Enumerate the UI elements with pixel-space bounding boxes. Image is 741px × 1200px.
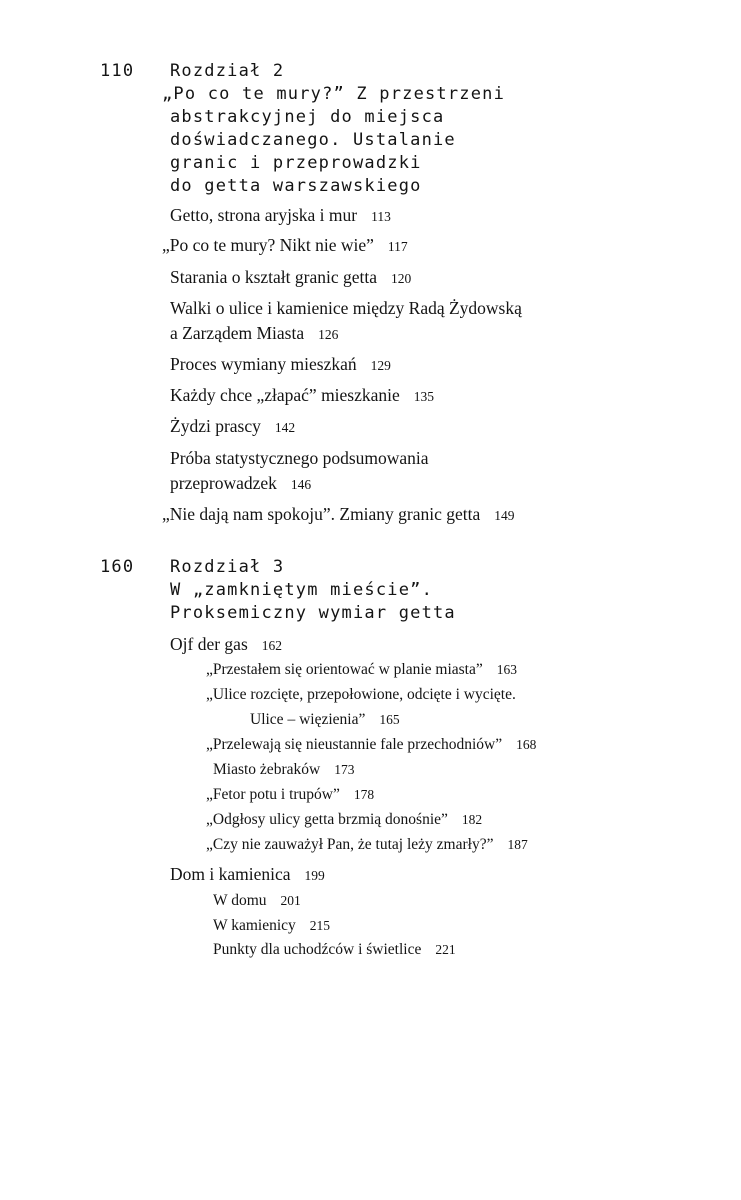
toc-entry-title: przeprowadzek <box>170 473 277 493</box>
toc-entry-page: 201 <box>280 893 301 908</box>
toc-entry-page: 117 <box>387 239 408 254</box>
chapter-page-number: 160 <box>100 557 135 577</box>
toc-entry[interactable] <box>170 265 411 291</box>
toc-entry[interactable] <box>170 383 434 409</box>
toc-entry-page: 178 <box>353 787 375 802</box>
chapter-title-line: doświadczanego. Ustalanie <box>170 130 456 150</box>
toc-entry-page: 199 <box>304 868 325 883</box>
toc-entry-continuation[interactable] <box>170 471 311 497</box>
toc-entry-title: Miasto żebraków <box>213 761 321 778</box>
chapter-label: Rozdział 2 <box>170 61 285 81</box>
toc-subentry[interactable] <box>213 888 301 913</box>
toc-entry[interactable] <box>170 352 391 378</box>
toc-entry-title: „Odgłosy ulicy getta brzmią donośnie” <box>206 811 448 828</box>
toc-entry-page: 173 <box>334 762 355 777</box>
toc-entry-page: 182 <box>461 812 483 827</box>
toc-entry-page: 113 <box>371 209 391 224</box>
chapter-title-line: granic i przeprowadzki <box>170 153 422 173</box>
toc-entry-title: „Fetor potu i trupów” <box>206 786 340 803</box>
chapter-label: Rozdział 3 <box>170 557 285 577</box>
chapter-title-line: W „zamkniętym mieście”. <box>170 580 434 600</box>
toc-entry-page: 146 <box>290 477 312 492</box>
toc-entry-title: a Zarządem Miasta <box>170 323 305 343</box>
toc-entry-page: 215 <box>309 918 331 933</box>
toc-entry[interactable] <box>162 502 515 528</box>
toc-subentry[interactable] <box>206 782 374 807</box>
toc-entry-page: 142 <box>274 420 296 435</box>
toc-entry-title: Próba statystycznego podsumowania <box>170 448 429 468</box>
toc-entry-page: 163 <box>496 662 517 677</box>
toc-subentry[interactable] <box>206 657 517 682</box>
toc-entry[interactable] <box>170 862 325 888</box>
toc-entry[interactable] <box>162 233 408 259</box>
toc-entry-page: 162 <box>261 638 283 653</box>
toc-subentry[interactable] <box>213 913 330 938</box>
chapter-page-number: 110 <box>100 61 135 81</box>
toc-entry-title: „Przestałem się orientować w planie miasta” <box>206 661 483 678</box>
chapter-title-line: „Po co te mury?” Z przestrzeni <box>162 84 506 104</box>
toc-entry-title: W kamienicy <box>213 917 296 934</box>
toc-entry[interactable] <box>170 632 282 658</box>
toc-subentry[interactable] <box>213 757 354 782</box>
toc-entry-page: 120 <box>391 271 412 286</box>
toc-entry-title: „Ulice rozcięte, przepołowione, odcięte i wycięte. <box>206 686 516 703</box>
toc-entry-page: 168 <box>516 737 537 752</box>
toc-subentry[interactable] <box>206 807 482 832</box>
toc-entry-page: 126 <box>318 327 339 342</box>
toc-entry-title: Każdy chce „złapać” mieszkanie <box>170 385 400 405</box>
toc-entry-page: 221 <box>435 942 456 957</box>
toc-entry[interactable] <box>170 414 295 440</box>
toc-entry-title: Ulice – więzienia” <box>250 711 366 728</box>
toc-entry-page: 135 <box>413 389 435 404</box>
toc-entry-title: „Przelewają się nieustannie fale przechodniów” <box>206 736 503 753</box>
toc-entry-title: Proces wymiany mieszkań <box>170 354 357 374</box>
toc-entry-title: Getto, strona aryjska i mur <box>170 205 358 225</box>
toc-subentry[interactable] <box>213 937 456 962</box>
toc-entry-title: Dom i kamienica <box>170 864 291 884</box>
toc-subentry[interactable] <box>206 832 528 857</box>
toc-entry-title: Walki o ulice i kamienice między Radą Żydowską <box>170 298 522 318</box>
toc-entry-title: „Po co te mury? Nikt nie wie” <box>162 235 374 255</box>
toc-entry[interactable] <box>170 446 429 471</box>
toc-entry-page: 165 <box>379 712 400 727</box>
chapter-title-line: do getta warszawskiego <box>170 176 422 196</box>
chapter-title-line: abstrakcyjnej do miejsca <box>170 107 445 127</box>
toc-entry-title: Punkty dla uchodźców i świetlice <box>213 941 422 958</box>
toc-entry-title: „Nie dają nam spokoju”. Zmiany granic getta <box>162 504 481 524</box>
chapter-title-line: Proksemiczny wymiar getta <box>170 603 456 623</box>
toc-subentry[interactable] <box>206 732 536 757</box>
toc-subentry[interactable] <box>206 682 516 707</box>
toc-entry-page: 149 <box>494 508 515 523</box>
toc-entry-page: 187 <box>507 837 528 852</box>
toc-entry-title: Żydzi prascy <box>170 416 261 436</box>
toc-entry-title: W domu <box>213 892 267 909</box>
toc-entry[interactable] <box>170 203 391 229</box>
toc-entry[interactable] <box>170 296 522 321</box>
toc-subentry-continuation[interactable] <box>250 707 400 732</box>
toc-entry-title: „Czy nie zauważył Pan, że tutaj leży zmarły?” <box>206 836 494 853</box>
toc-entry-page: 129 <box>370 358 391 373</box>
toc-entry-continuation[interactable] <box>170 321 338 347</box>
toc-entry-title: Starania o kształt granic getta <box>170 267 378 287</box>
toc-entry-title: Ojf der gas <box>170 634 248 654</box>
